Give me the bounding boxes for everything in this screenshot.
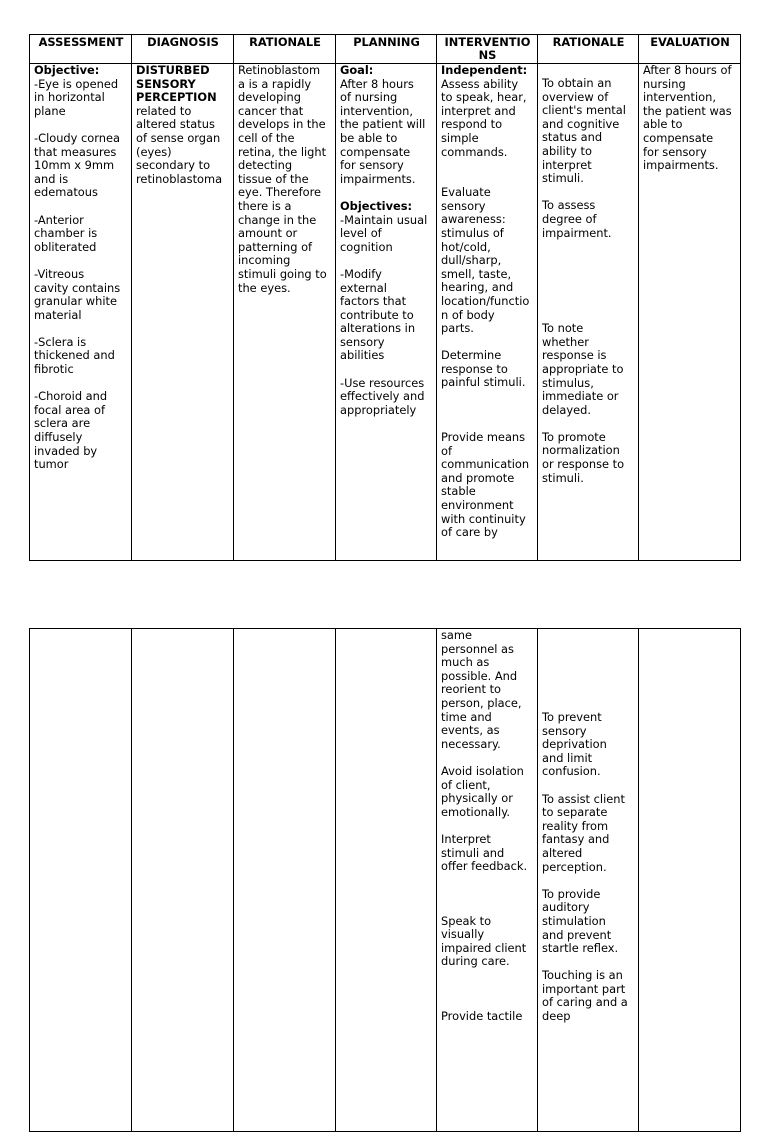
evaluation-cell-continued <box>639 629 741 1132</box>
assessment-item: -Sclera is thickened and fibrotic <box>34 334 115 377</box>
assessment-cell-continued <box>30 629 132 1132</box>
diagnosis-cell <box>132 64 234 561</box>
goal-text: After 8 hours of nursing intervention, the patient will be able to compensate for sensory impairments. <box>340 76 426 186</box>
rationale-cell-continued <box>234 629 336 1132</box>
header-rationale: RATIONALE <box>234 35 336 64</box>
assessment-heading: Objective: <box>34 63 100 77</box>
interv-rationale-item: To promote normalization or response to stimuli. <box>542 429 625 485</box>
assessment-item: -Anterior chamber is obliterated <box>34 212 98 254</box>
care-plan-table-page-1 <box>29 34 741 561</box>
intervention-item: Interpret stimuli and offer feedback. <box>441 831 528 874</box>
interv-rationale-item: To assist client to separate reality from fantasy and altered perception. <box>542 791 625 874</box>
assessment-cell <box>30 64 132 561</box>
intervention-item: Speak to visually impaired client during care. <box>441 913 527 969</box>
intervention-item: same personnel as much as possible. And reorient to person, place, time and events, as necessary. <box>441 628 522 751</box>
header-planning: PLANNING <box>336 35 437 64</box>
interventions-rationale-cell <box>538 64 639 561</box>
header-row <box>30 35 741 64</box>
interv-rationale-item: To provide auditory stimulation and prevent startle reflex. <box>542 886 619 956</box>
intervention-item: Evaluate sensory awareness: stimulus of hot/cold, dull/sharp, smell, taste, hearing, and location/functio n of body parts. <box>441 185 530 336</box>
intervention-item: Assess ability to speak, hear, interpret and respond to simple commands. <box>441 76 527 159</box>
rationale-text: Retinoblastom a is a rapidly developing cancer that develops in the cell of the retina, the light detecting tissue of the eye. Therefore there is a change in the amount or patterning of incoming stimuli going to the eyes. <box>238 63 327 295</box>
diagnosis-cell-continued <box>132 629 234 1132</box>
diagnosis-heading: DISTURBED SENSORY PERCEPTION <box>136 63 217 105</box>
intervention-item: Avoid isolation of client, physically or emotionally. <box>441 763 524 819</box>
interventions-cell <box>437 64 538 561</box>
header-interventions-rationale: RATIONALE <box>538 35 639 64</box>
assessment-item: -Choroid and focal area of sclera are diffusely invaded by tumor <box>34 389 108 472</box>
diagnosis-text: related to altered status of sense organ (eyes) secondary to retinoblastoma <box>136 103 223 186</box>
independent-heading: Independent: <box>441 63 528 77</box>
intervention-item: Provide means of communication and promote stable environment with continuity of care by <box>441 430 530 540</box>
header-interventions: INTERVENTIO NS <box>437 35 538 64</box>
planning-cell-continued <box>336 629 437 1132</box>
objective-item: -Maintain usual level of cognition <box>340 212 428 254</box>
evaluation-text: After 8 hours of nursing intervention, the patient was able to compensate for sensory impairments. <box>643 63 732 173</box>
objective-item: -Use resources effectively and appropriately <box>340 375 425 417</box>
planning-cell <box>336 64 437 561</box>
interv-rationale-item: To note whether response is appropriate to stimulus, immediate or delayed. <box>542 321 624 417</box>
interv-rationale-item: To prevent sensory deprivation and limit confusion. <box>542 710 607 779</box>
rationale-cell <box>234 64 336 561</box>
assessment-item: -Vitreous cavity contains granular white material <box>34 266 121 322</box>
body-row-continued <box>30 629 741 1132</box>
interv-rationale-item: Touching is an important part of caring and a deep <box>542 968 628 1024</box>
evaluation-cell <box>639 64 741 561</box>
header-diagnosis: DIAGNOSIS <box>132 35 234 64</box>
interv-rationale-item: To assess degree of impairment. <box>542 198 612 240</box>
assessment-item: -Eye is opened in horizontal plane <box>34 76 119 118</box>
intervention-item: Determine response to painful stimuli. <box>441 348 526 390</box>
objective-item: -Modify external factors that contribute to alterations in sensory abilities <box>340 266 416 363</box>
objectives-heading: Objectives: <box>340 198 413 213</box>
interv-rationale-item: To obtain an overview of client's mental and cognitive status and ability to interpret stimuli. <box>542 76 626 186</box>
header-evaluation: EVALUATION <box>639 35 741 64</box>
interventions-rationale-cell-continued <box>538 629 639 1132</box>
assessment-item: -Cloudy cornea that measures 10mm x 9mm and is edematous <box>34 130 120 200</box>
interventions-cell-continued <box>437 629 538 1132</box>
header-assessment: ASSESSMENT <box>30 35 132 64</box>
body-row <box>30 64 741 561</box>
goal-heading: Goal: <box>340 63 374 77</box>
intervention-item: Provide tactile <box>441 1009 523 1024</box>
care-plan-table-page-2 <box>29 628 741 1132</box>
